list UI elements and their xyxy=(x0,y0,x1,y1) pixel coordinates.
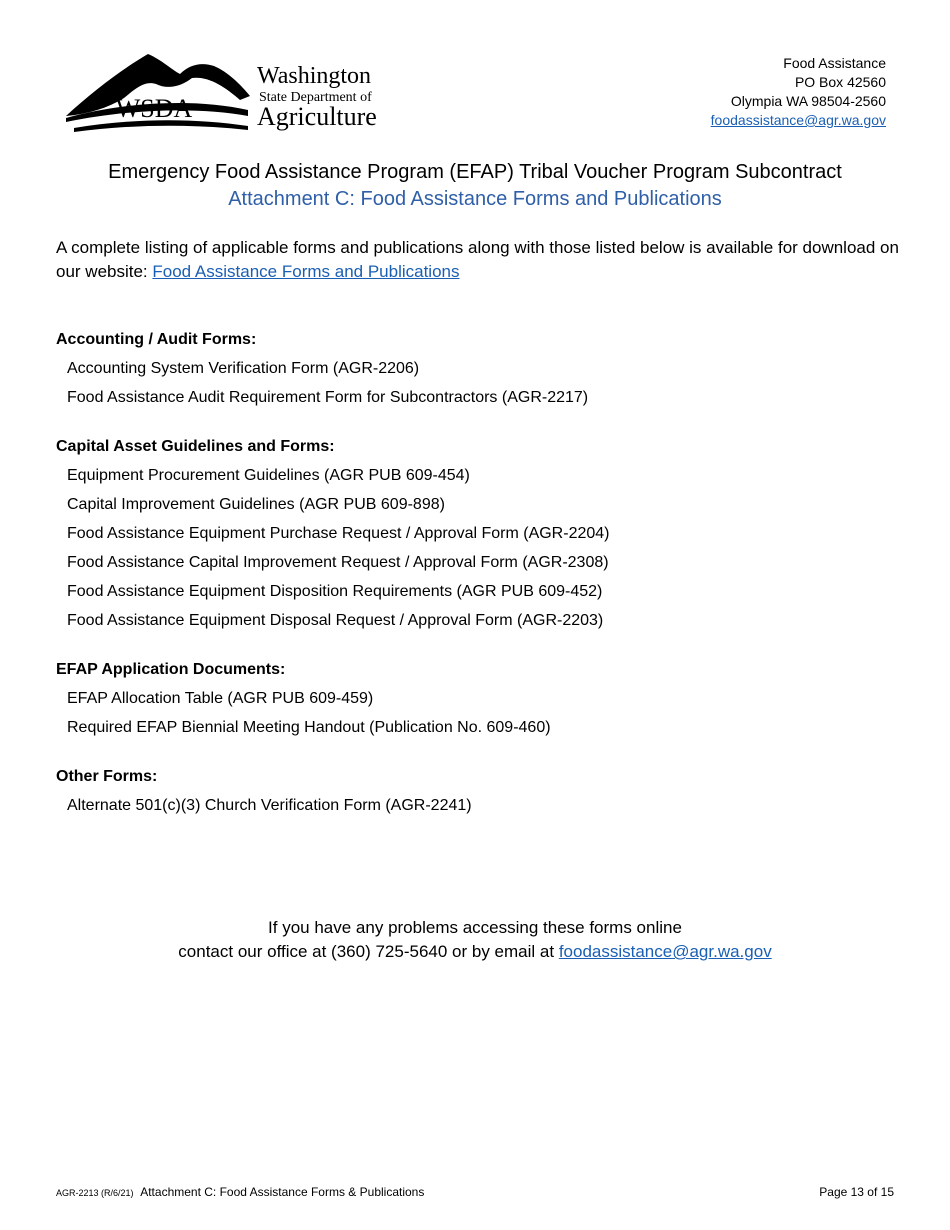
document-subtitle: Attachment C: Food Assistance Forms and Publications xyxy=(228,188,722,210)
footer-form-code: AGR-2213 (R/6/21) xyxy=(56,1188,134,1198)
form-list-item: Required EFAP Biennial Meeting Handout (Publication No. 609-460) xyxy=(67,719,551,736)
address-line-3: Olympia WA 98504-2560 xyxy=(730,93,886,109)
contact-line-2-text: contact our office at (360) 725-5640 or by email at xyxy=(178,942,559,961)
document-title: Emergency Food Assistance Program (EFAP) Tribal Voucher Program Subcontract xyxy=(108,161,842,183)
form-list-item: Equipment Procurement Guidelines (AGR PUB 609-454) xyxy=(67,467,470,484)
page-footer xyxy=(56,1184,894,1201)
logo-line2: State Department of xyxy=(259,90,372,105)
form-list-item: Food Assistance Capital Improvement Request / Approval Form (AGR-2308) xyxy=(67,554,609,571)
section-heading: Accounting / Audit Forms: xyxy=(56,331,257,348)
section-efap-application xyxy=(56,658,901,745)
section-capital-asset xyxy=(56,435,901,638)
form-list-item: Alternate 501(c)(3) Church Verification Form (AGR-2241) xyxy=(67,797,472,814)
intro-text: A complete listing of applicable forms and publications along with those listed below is available for download on our website: xyxy=(56,238,899,281)
footer-left xyxy=(56,1184,424,1201)
section-heading: EFAP Application Documents: xyxy=(56,661,286,678)
contact-line-2 xyxy=(0,940,950,964)
form-list-item: Capital Improvement Guidelines (AGR PUB 609-898) xyxy=(67,496,445,513)
footer-page-number: Page 13 of 15 xyxy=(819,1185,894,1199)
footer-title: Attachment C: Food Assistance Forms & Publications xyxy=(140,1185,425,1199)
logo-line1: Washington xyxy=(257,63,372,89)
office-address xyxy=(711,54,886,130)
form-list-item: Accounting System Verification Form (AGR-2206) xyxy=(67,360,420,377)
form-list-item: Food Assistance Equipment Disposal Request / Approval Form (AGR-2203) xyxy=(67,612,604,629)
form-list-item: Food Assistance Equipment Purchase Request / Approval Form (AGR-2204) xyxy=(67,525,610,542)
logo-abbr: WSDA xyxy=(115,94,193,123)
address-email-link[interactable]: foodassistance@agr.wa.gov xyxy=(710,112,886,128)
form-list-item: Food Assistance Audit Requirement Form for Subcontractors (AGR-2217) xyxy=(67,389,589,406)
contact-line-1: If you have any problems accessing these forms online xyxy=(268,918,682,937)
wsda-logo xyxy=(64,50,384,132)
document-title-block xyxy=(0,159,950,213)
section-heading: Capital Asset Guidelines and Forms: xyxy=(56,438,335,455)
form-list-item: Food Assistance Equipment Disposition Requirements (AGR PUB 609-452) xyxy=(67,583,603,600)
intro-paragraph xyxy=(56,236,901,284)
logo-line3: Agriculture xyxy=(257,102,377,131)
contact-email-link[interactable]: foodassistance@agr.wa.gov xyxy=(558,942,772,961)
contact-note xyxy=(0,916,950,964)
section-other-forms xyxy=(56,765,901,823)
section-heading: Other Forms: xyxy=(56,768,158,785)
form-list-item: EFAP Allocation Table (AGR PUB 609-459) xyxy=(67,690,374,707)
address-line-2: PO Box 42560 xyxy=(794,74,886,90)
address-line-1: Food Assistance xyxy=(783,55,886,71)
forms-publications-link[interactable]: Food Assistance Forms and Publications xyxy=(152,262,460,281)
section-accounting-audit xyxy=(56,328,901,415)
forms-sections xyxy=(56,328,901,843)
